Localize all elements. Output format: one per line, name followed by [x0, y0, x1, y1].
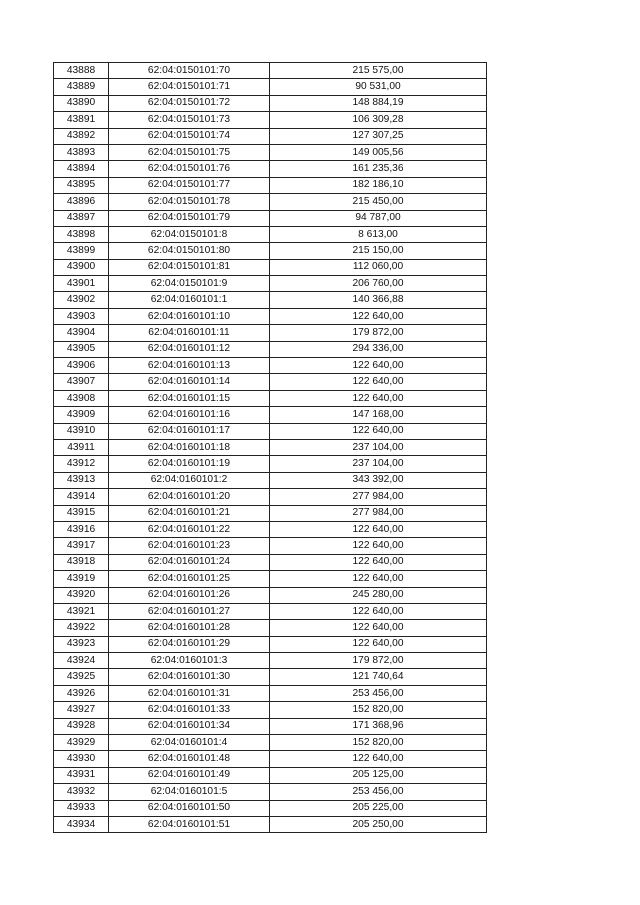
table-row — [54, 669, 487, 685]
table-row — [54, 325, 487, 341]
cadastral-number-cell: 62:04:0160101:12 — [109, 341, 270, 357]
cadastral-number-cell: 62:04:0160101:1 — [109, 292, 270, 308]
cadastral-number-cell: 62:04:0150101:71 — [109, 79, 270, 95]
cadastral-value-cell: 182 186,10 — [270, 177, 487, 193]
row-number-cell: 43917 — [54, 538, 109, 554]
table-row — [54, 816, 487, 832]
cadastral-value-cell: 149 005,56 — [270, 144, 487, 160]
cadastral-number-cell: 62:04:0160101:15 — [109, 390, 270, 406]
table-body — [54, 63, 487, 833]
cadastral-value-cell: 237 104,00 — [270, 456, 487, 472]
row-number-cell: 43892 — [54, 128, 109, 144]
row-number-cell: 43904 — [54, 325, 109, 341]
cadastral-value-cell: 215 575,00 — [270, 63, 487, 79]
table-row — [54, 538, 487, 554]
cadastral-value-cell: 205 225,00 — [270, 800, 487, 816]
row-number-cell: 43897 — [54, 210, 109, 226]
row-number-cell: 43896 — [54, 194, 109, 210]
table-row — [54, 210, 487, 226]
cadastral-value-cell: 106 309,28 — [270, 112, 487, 128]
cadastral-value-cell: 122 640,00 — [270, 358, 487, 374]
cadastral-number-cell: 62:04:0160101:25 — [109, 571, 270, 587]
table-row — [54, 784, 487, 800]
cadastral-number-cell: 62:04:0160101:34 — [109, 718, 270, 734]
table-row — [54, 341, 487, 357]
cadastral-value-cell: 152 820,00 — [270, 702, 487, 718]
row-number-cell: 43916 — [54, 521, 109, 537]
cadastral-value-cell: 122 640,00 — [270, 751, 487, 767]
cadastral-number-cell: 62:04:0160101:5 — [109, 784, 270, 800]
row-number-cell: 43894 — [54, 161, 109, 177]
document-page — [53, 62, 486, 833]
cadastral-number-cell: 62:04:0160101:50 — [109, 800, 270, 816]
table-row — [54, 456, 487, 472]
table-row — [54, 521, 487, 537]
cadastral-value-cell: 343 392,00 — [270, 472, 487, 488]
cadastral-value-cell: 121 740,64 — [270, 669, 487, 685]
cadastral-value-cell: 206 760,00 — [270, 276, 487, 292]
cadastral-value-cell: 215 150,00 — [270, 243, 487, 259]
cadastral-number-cell: 62:04:0160101:48 — [109, 751, 270, 767]
table-row — [54, 161, 487, 177]
table-row — [54, 226, 487, 242]
cadastral-value-cell: 148 884,19 — [270, 95, 487, 111]
row-number-cell: 43898 — [54, 226, 109, 242]
row-number-cell: 43899 — [54, 243, 109, 259]
table-row — [54, 144, 487, 160]
row-number-cell: 43889 — [54, 79, 109, 95]
row-number-cell: 43924 — [54, 653, 109, 669]
table-row — [54, 423, 487, 439]
table-row — [54, 374, 487, 390]
table-row — [54, 259, 487, 275]
table-row — [54, 194, 487, 210]
cadastral-number-cell: 62:04:0160101:14 — [109, 374, 270, 390]
row-number-cell: 43929 — [54, 735, 109, 751]
table-row — [54, 292, 487, 308]
cadastral-number-cell: 62:04:0150101:76 — [109, 161, 270, 177]
cadastral-value-cell: 122 640,00 — [270, 571, 487, 587]
cadastral-number-cell: 62:04:0160101:33 — [109, 702, 270, 718]
table-row — [54, 554, 487, 570]
cadastral-number-cell: 62:04:0160101:26 — [109, 587, 270, 603]
table-row — [54, 358, 487, 374]
table-row — [54, 653, 487, 669]
table-row — [54, 751, 487, 767]
cadastral-value-cell: 122 640,00 — [270, 390, 487, 406]
cadastral-value-cell: 112 060,00 — [270, 259, 487, 275]
row-number-cell: 43901 — [54, 276, 109, 292]
row-number-cell: 43909 — [54, 407, 109, 423]
table-row — [54, 63, 487, 79]
cadastral-value-cell: 179 872,00 — [270, 325, 487, 341]
cadastral-value-cell: 122 640,00 — [270, 308, 487, 324]
row-number-cell: 43895 — [54, 177, 109, 193]
cadastral-number-cell: 62:04:0150101:80 — [109, 243, 270, 259]
cadastral-value-cell: 205 125,00 — [270, 767, 487, 783]
cadastral-number-cell: 62:04:0150101:77 — [109, 177, 270, 193]
table-row — [54, 79, 487, 95]
row-number-cell: 43923 — [54, 636, 109, 652]
cadastral-number-cell: 62:04:0160101:29 — [109, 636, 270, 652]
cadastral-value-cell: 122 640,00 — [270, 538, 487, 554]
table-row — [54, 587, 487, 603]
row-number-cell: 43888 — [54, 63, 109, 79]
cadastral-value-table — [53, 62, 487, 833]
table-row — [54, 571, 487, 587]
row-number-cell: 43934 — [54, 816, 109, 832]
cadastral-value-cell: 253 456,00 — [270, 784, 487, 800]
cadastral-number-cell: 62:04:0150101:79 — [109, 210, 270, 226]
row-number-cell: 43914 — [54, 489, 109, 505]
cadastral-value-cell: 161 235,36 — [270, 161, 487, 177]
row-number-cell: 43922 — [54, 620, 109, 636]
cadastral-value-cell: 122 640,00 — [270, 636, 487, 652]
cadastral-number-cell: 62:04:0150101:70 — [109, 63, 270, 79]
cadastral-number-cell: 62:04:0160101:28 — [109, 620, 270, 636]
cadastral-number-cell: 62:04:0150101:81 — [109, 259, 270, 275]
row-number-cell: 43907 — [54, 374, 109, 390]
cadastral-value-cell: 277 984,00 — [270, 505, 487, 521]
cadastral-value-cell: 122 640,00 — [270, 554, 487, 570]
cadastral-number-cell: 62:04:0160101:24 — [109, 554, 270, 570]
cadastral-number-cell: 62:04:0150101:75 — [109, 144, 270, 160]
row-number-cell: 43926 — [54, 685, 109, 701]
cadastral-number-cell: 62:04:0160101:18 — [109, 439, 270, 455]
row-number-cell: 43910 — [54, 423, 109, 439]
row-number-cell: 43928 — [54, 718, 109, 734]
row-number-cell: 43905 — [54, 341, 109, 357]
cadastral-value-cell: 215 450,00 — [270, 194, 487, 210]
row-number-cell: 43906 — [54, 358, 109, 374]
table-row — [54, 128, 487, 144]
cadastral-value-cell: 205 250,00 — [270, 816, 487, 832]
cadastral-value-cell: 122 640,00 — [270, 620, 487, 636]
cadastral-number-cell: 62:04:0160101:21 — [109, 505, 270, 521]
row-number-cell: 43933 — [54, 800, 109, 816]
table-row — [54, 407, 487, 423]
table-row — [54, 177, 487, 193]
row-number-cell: 43919 — [54, 571, 109, 587]
cadastral-number-cell: 62:04:0150101:74 — [109, 128, 270, 144]
cadastral-value-cell: 140 366,88 — [270, 292, 487, 308]
table-row — [54, 767, 487, 783]
row-number-cell: 43918 — [54, 554, 109, 570]
cadastral-value-cell: 122 640,00 — [270, 521, 487, 537]
row-number-cell: 43931 — [54, 767, 109, 783]
table-row — [54, 276, 487, 292]
row-number-cell: 43891 — [54, 112, 109, 128]
row-number-cell: 43908 — [54, 390, 109, 406]
row-number-cell: 43903 — [54, 308, 109, 324]
table-row — [54, 505, 487, 521]
cadastral-number-cell: 62:04:0160101:13 — [109, 358, 270, 374]
cadastral-value-cell: 253 456,00 — [270, 685, 487, 701]
cadastral-value-cell: 94 787,00 — [270, 210, 487, 226]
row-number-cell: 43920 — [54, 587, 109, 603]
cadastral-value-cell: 8 613,00 — [270, 226, 487, 242]
cadastral-number-cell: 62:04:0160101:19 — [109, 456, 270, 472]
cadastral-number-cell: 62:04:0160101:23 — [109, 538, 270, 554]
cadastral-value-cell: 122 640,00 — [270, 603, 487, 619]
row-number-cell: 43915 — [54, 505, 109, 521]
table-row — [54, 702, 487, 718]
cadastral-value-cell: 237 104,00 — [270, 439, 487, 455]
cadastral-value-cell: 122 640,00 — [270, 374, 487, 390]
table-row — [54, 603, 487, 619]
table-row — [54, 472, 487, 488]
cadastral-number-cell: 62:04:0160101:4 — [109, 735, 270, 751]
cadastral-value-cell: 294 336,00 — [270, 341, 487, 357]
cadastral-number-cell: 62:04:0150101:9 — [109, 276, 270, 292]
cadastral-value-cell: 122 640,00 — [270, 423, 487, 439]
row-number-cell: 43902 — [54, 292, 109, 308]
row-number-cell: 43911 — [54, 439, 109, 455]
cadastral-number-cell: 62:04:0160101:27 — [109, 603, 270, 619]
cadastral-value-cell: 245 280,00 — [270, 587, 487, 603]
table-row — [54, 95, 487, 111]
row-number-cell: 43890 — [54, 95, 109, 111]
cadastral-number-cell: 62:04:0160101:3 — [109, 653, 270, 669]
cadastral-number-cell: 62:04:0160101:11 — [109, 325, 270, 341]
cadastral-number-cell: 62:04:0150101:78 — [109, 194, 270, 210]
cadastral-number-cell: 62:04:0160101:31 — [109, 685, 270, 701]
cadastral-number-cell: 62:04:0160101:10 — [109, 308, 270, 324]
cadastral-number-cell: 62:04:0150101:8 — [109, 226, 270, 242]
cadastral-number-cell: 62:04:0160101:2 — [109, 472, 270, 488]
cadastral-number-cell: 62:04:0160101:20 — [109, 489, 270, 505]
cadastral-number-cell: 62:04:0160101:30 — [109, 669, 270, 685]
table-row — [54, 800, 487, 816]
cadastral-number-cell: 62:04:0160101:49 — [109, 767, 270, 783]
cadastral-number-cell: 62:04:0160101:51 — [109, 816, 270, 832]
table-row — [54, 112, 487, 128]
table-row — [54, 636, 487, 652]
cadastral-number-cell: 62:04:0150101:73 — [109, 112, 270, 128]
cadastral-number-cell: 62:04:0160101:16 — [109, 407, 270, 423]
table-row — [54, 308, 487, 324]
row-number-cell: 43932 — [54, 784, 109, 800]
cadastral-number-cell: 62:04:0160101:22 — [109, 521, 270, 537]
table-row — [54, 620, 487, 636]
table-row — [54, 685, 487, 701]
cadastral-number-cell: 62:04:0160101:17 — [109, 423, 270, 439]
cadastral-number-cell: 62:04:0150101:72 — [109, 95, 270, 111]
cadastral-value-cell: 277 984,00 — [270, 489, 487, 505]
cadastral-value-cell: 152 820,00 — [270, 735, 487, 751]
cadastral-value-cell: 171 368,96 — [270, 718, 487, 734]
row-number-cell: 43893 — [54, 144, 109, 160]
cadastral-value-cell: 90 531,00 — [270, 79, 487, 95]
row-number-cell: 43925 — [54, 669, 109, 685]
row-number-cell: 43921 — [54, 603, 109, 619]
row-number-cell: 43930 — [54, 751, 109, 767]
row-number-cell: 43900 — [54, 259, 109, 275]
table-row — [54, 718, 487, 734]
cadastral-value-cell: 147 168,00 — [270, 407, 487, 423]
row-number-cell: 43912 — [54, 456, 109, 472]
cadastral-value-cell: 127 307,25 — [270, 128, 487, 144]
table-row — [54, 390, 487, 406]
row-number-cell: 43927 — [54, 702, 109, 718]
row-number-cell: 43913 — [54, 472, 109, 488]
table-row — [54, 735, 487, 751]
table-row — [54, 439, 487, 455]
table-row — [54, 489, 487, 505]
cadastral-value-cell: 179 872,00 — [270, 653, 487, 669]
table-row — [54, 243, 487, 259]
